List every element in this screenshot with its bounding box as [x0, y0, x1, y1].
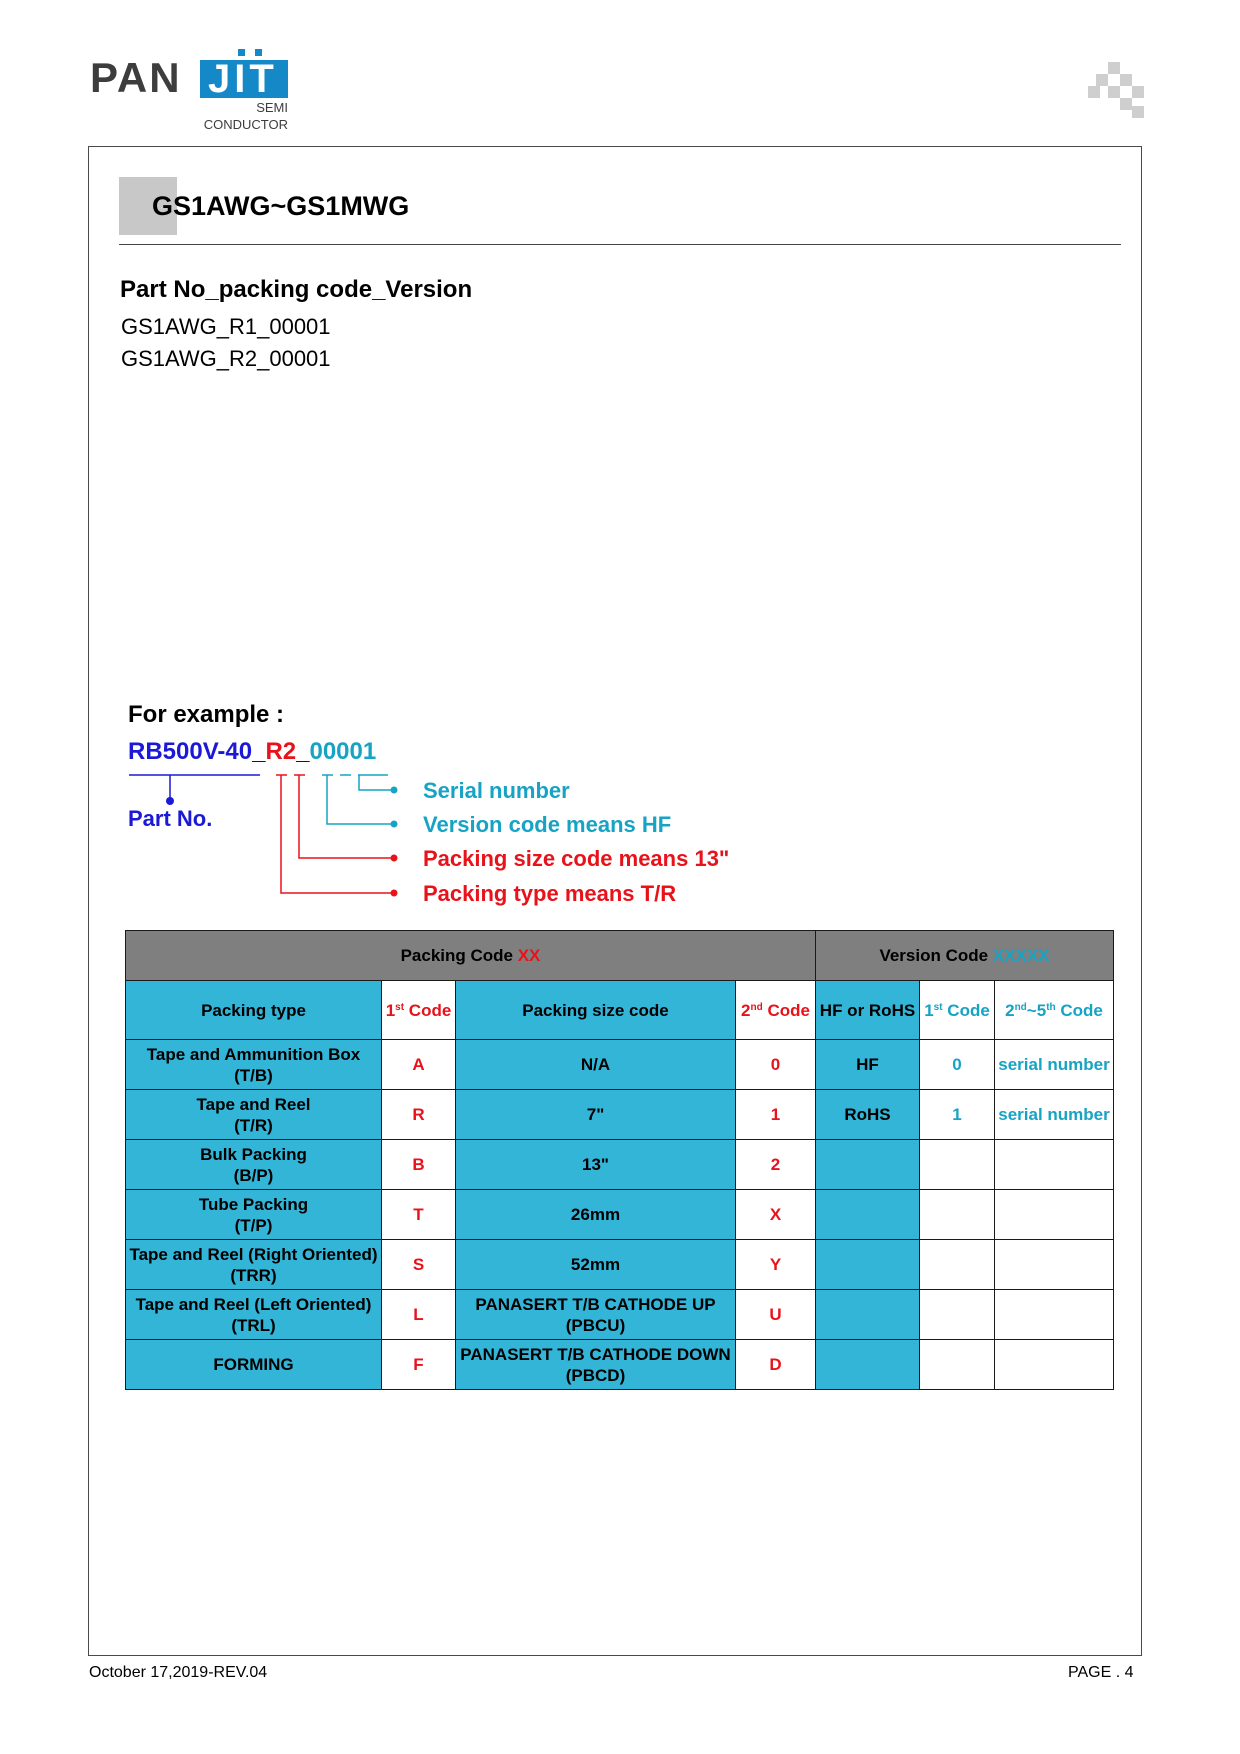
cell-text: 2	[770, 1155, 781, 1174]
cell-second-code	[736, 1190, 816, 1240]
cell-second-code	[736, 1140, 816, 1190]
cell-hf-or-rohs	[816, 1090, 920, 1140]
cell-hf-or-rohs	[816, 1340, 920, 1390]
cell-hf-or-rohs	[816, 1190, 920, 1240]
cell-first-code	[382, 1140, 456, 1190]
example-code-separator: _	[252, 738, 266, 765]
part-no-label: Part No.	[128, 806, 213, 831]
cell-text: F	[413, 1355, 424, 1374]
cell-version-serial	[995, 1190, 1114, 1240]
cell-text: (B/P)	[233, 1165, 274, 1185]
cell-text: D	[769, 1355, 782, 1374]
cell-packing-size	[456, 1190, 736, 1240]
table-row	[126, 1240, 1114, 1290]
example-code-part: RB500V-40	[128, 738, 253, 765]
pixel-decoration-icon	[1088, 62, 1144, 118]
table-row	[126, 1190, 1114, 1240]
part-number-item: GS1AWG_R1_00001	[121, 314, 331, 339]
cell-hf-or-rohs	[816, 1290, 920, 1340]
cell-text: Y	[769, 1255, 782, 1274]
cell-first-code	[382, 1190, 456, 1240]
logo-dots-icon	[238, 49, 264, 57]
col-second-code: 2nd Code	[736, 981, 816, 1040]
cell-packing-size	[456, 1240, 736, 1290]
cell-first-code	[382, 1340, 456, 1390]
cell-packing-size	[456, 1090, 736, 1140]
cell-packing-size	[456, 1140, 736, 1190]
cell-text: PANASERT T/B CATHODE UP	[475, 1294, 716, 1314]
cell-first-code	[382, 1040, 456, 1090]
cell-hf-or-rohs	[816, 1240, 920, 1290]
cell-text: (T/R)	[234, 1115, 273, 1135]
panjit-logo	[90, 48, 290, 138]
example-code	[128, 737, 376, 767]
cell-version-serial	[995, 1240, 1114, 1290]
cell-second-code	[736, 1340, 816, 1390]
cell-packing-size	[456, 1290, 736, 1340]
cell-first-code	[382, 1240, 456, 1290]
cell-packing-type	[126, 1140, 382, 1190]
page-title: GS1AWG~GS1MWG	[152, 191, 410, 221]
cell-first-code	[382, 1290, 456, 1340]
cell-packing-type	[126, 1340, 382, 1390]
cell-text: Tape and Reel (Right Oriented)	[129, 1244, 378, 1264]
cell-version-first-code	[920, 1240, 995, 1290]
cell-packing-size	[456, 1040, 736, 1090]
cell-version-first-code	[920, 1190, 995, 1240]
table-header-row	[126, 931, 1114, 981]
cell-text: N/A	[580, 1055, 611, 1074]
cell-text: Tape and Ammunition Box	[146, 1044, 361, 1064]
col-packing-size-code: Packing size code	[456, 981, 736, 1040]
cell-text: PANASERT T/B CATHODE DOWN	[460, 1344, 731, 1364]
cell-text: L	[413, 1305, 424, 1324]
cell-second-code	[736, 1290, 816, 1340]
cell-packing-type	[126, 1090, 382, 1140]
cell-text: 13"	[582, 1155, 609, 1174]
cell-version-first-code	[920, 1090, 995, 1140]
cell-packing-type	[126, 1190, 382, 1240]
legend-packing-size: Packing size code means 13"	[423, 846, 730, 871]
legend-packing-type: Packing type means T/R	[423, 881, 677, 906]
cell-text: B	[412, 1155, 425, 1174]
cell-version-first-code	[920, 1290, 995, 1340]
cell-packing-type	[126, 1240, 382, 1290]
cell-text: Tube Packing	[198, 1194, 309, 1214]
cell-text: (T/P)	[234, 1215, 273, 1235]
title-divider	[119, 244, 1121, 245]
example-code-separator: _	[296, 738, 310, 765]
cell-second-code	[736, 1040, 816, 1090]
cell-version-serial	[995, 1090, 1114, 1140]
legend-serial-number: Serial number	[423, 778, 570, 803]
table-row	[126, 1340, 1114, 1390]
cell-text: Tape and Reel	[196, 1094, 311, 1114]
table-row	[126, 1090, 1114, 1140]
cell-second-code	[736, 1090, 816, 1140]
cell-text: 0	[952, 1055, 962, 1074]
col-hf-or-rohs: HF or RoHS	[816, 981, 920, 1040]
cell-text: 52mm	[570, 1255, 621, 1274]
cell-hf-or-rohs	[816, 1140, 920, 1190]
cell-text: serial number	[998, 1105, 1110, 1124]
col-version-range-code: 2nd~5th Code	[995, 981, 1114, 1040]
version-code-header: Version Code XXXXX	[816, 931, 1114, 981]
table-row	[126, 1290, 1114, 1340]
cell-text: 7"	[586, 1105, 605, 1124]
logo-conductor-text: CONDUCTOR	[203, 117, 288, 132]
cell-text: 1	[952, 1105, 962, 1124]
cell-text: 26mm	[570, 1205, 621, 1224]
example-code-packing: R2	[265, 738, 297, 765]
logo-pan-text: PAN	[90, 54, 182, 101]
cell-version-first-code	[920, 1040, 995, 1090]
cell-text: HF	[856, 1055, 879, 1074]
table-row	[126, 1140, 1114, 1190]
cell-text: (TRR)	[230, 1265, 277, 1285]
cell-text: 1	[770, 1105, 781, 1124]
cell-packing-type	[126, 1040, 382, 1090]
cell-text: Tape and Reel (Left Oriented)	[135, 1294, 372, 1314]
packing-code-header: Packing Code XX	[126, 931, 816, 981]
cell-text: T	[413, 1205, 424, 1224]
cell-second-code	[736, 1240, 816, 1290]
footer-page-number: PAGE . 4	[1068, 1664, 1134, 1681]
cell-text: RoHS	[844, 1105, 891, 1124]
example-code-version: 00001	[309, 738, 377, 765]
col-version-first-code: 1st Code	[920, 981, 995, 1040]
part-number-heading: Part No_packing code_Version	[120, 276, 473, 303]
cell-packing-type	[126, 1290, 382, 1340]
cell-text: FORMING	[213, 1355, 294, 1374]
cell-text: A	[412, 1055, 425, 1074]
cell-hf-or-rohs	[816, 1040, 920, 1090]
packing-code-table	[125, 930, 1114, 1390]
cell-text: serial number	[998, 1055, 1110, 1074]
col-packing-type: Packing type	[126, 981, 382, 1040]
cell-text: (TRL)	[231, 1315, 276, 1335]
table-row	[126, 1040, 1114, 1090]
cell-version-serial	[995, 1140, 1114, 1190]
cell-text: (PBCD)	[565, 1365, 626, 1385]
table-subheader-row	[126, 981, 1114, 1040]
cell-version-serial	[995, 1340, 1114, 1390]
cell-packing-size	[456, 1340, 736, 1390]
cell-text: X	[769, 1205, 782, 1224]
cell-text: U	[769, 1305, 782, 1324]
legend-version-code: Version code means HF	[423, 812, 672, 837]
cell-text: Bulk Packing	[200, 1144, 307, 1164]
cell-version-first-code	[920, 1340, 995, 1390]
example-heading: For example :	[128, 701, 285, 728]
logo-jit-text: JIT	[208, 57, 278, 101]
cell-first-code	[382, 1090, 456, 1140]
col-first-code: 1st Code	[382, 981, 456, 1040]
cell-text: S	[412, 1255, 425, 1274]
logo-semi-text: SEMI	[256, 100, 288, 115]
cell-version-first-code	[920, 1140, 995, 1190]
cell-version-serial	[995, 1040, 1114, 1090]
cell-version-serial	[995, 1290, 1114, 1340]
cell-text: 0	[770, 1055, 781, 1074]
part-number-item: GS1AWG_R2_00001	[121, 346, 331, 371]
cell-text: (T/B)	[234, 1065, 273, 1085]
footer-date-revision: October 17,2019-REV.04	[89, 1664, 268, 1681]
cell-text: R	[412, 1105, 425, 1124]
cell-text: (PBCU)	[565, 1315, 626, 1335]
